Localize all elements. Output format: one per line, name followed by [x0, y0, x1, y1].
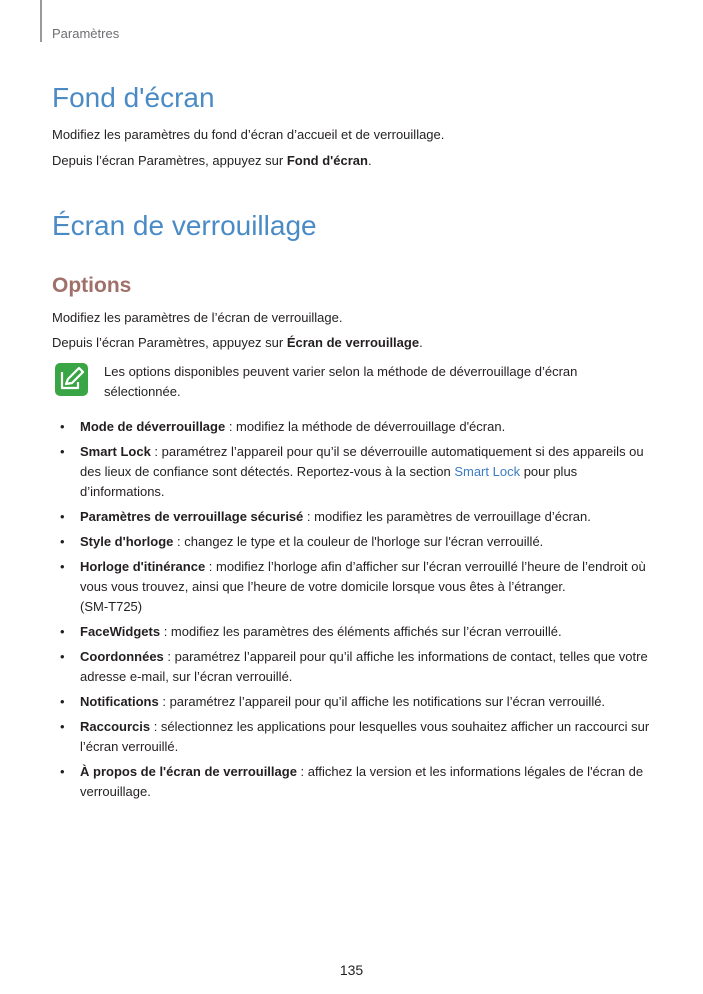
option-description: : sélectionnez les applications pour lesquelles vous souhaitez afficher un raccourci sur l’écran verrouillé. — [80, 719, 650, 754]
lockscreen-description: Modifiez les paramètres de l’écran de verrouillage. — [52, 310, 343, 325]
option-item — [60, 507, 660, 527]
note-text: Les options disponibles peuvent varier selon la méthode de déverrouillage d’écran sélectionnée. — [104, 364, 578, 399]
option-item — [60, 532, 660, 552]
option-term: Style d'horloge — [80, 534, 174, 549]
running-header: Paramètres — [52, 26, 120, 41]
wallpaper-menu-label: Fond d'écran — [286, 153, 368, 168]
page-number: 135 — [339, 962, 364, 978]
option-term: Coordonnées — [80, 649, 164, 664]
bullet-icon: • — [60, 764, 65, 779]
option-description: : modifiez l’horloge afin d’afficher sur l’écran verrouillé l’heure de l’endroit où vous vous trouvez, ainsi que l’heure de votre domicile lorsque vous êtes à l’étranger. — [80, 559, 646, 594]
option-item — [60, 717, 660, 757]
option-item — [60, 622, 660, 642]
bullet-icon: • — [60, 444, 65, 459]
option-item — [60, 417, 660, 437]
option-description: : modifiez la méthode de déverrouillage d'écran. — [225, 419, 506, 434]
option-term: Notifications — [80, 694, 159, 709]
option-item — [60, 692, 660, 712]
option-term: Mode de déverrouillage — [80, 419, 226, 434]
bullet-icon: • — [60, 649, 65, 664]
option-item — [60, 557, 660, 617]
bullet-icon: • — [60, 559, 65, 574]
note-pen-icon — [55, 363, 88, 396]
section-title-wallpaper: Fond d'écran — [52, 82, 215, 113]
lockscreen-menu-label: Écran de verrouillage — [286, 335, 420, 350]
header-rule — [40, 0, 42, 42]
option-description: : paramétrez l’appareil pour qu’il se déverrouille automatiquement si des appareils ou des lieux de confiance sont détectés. Reportez-vous à la section — [80, 444, 644, 479]
lockscreen-instruction: Depuis l’écran Paramètres, appuyez sur Écran de verrouillage. — [52, 335, 423, 350]
option-item — [60, 762, 660, 802]
option-description: : paramétrez l’appareil pour qu’il affiche les informations de contact, telles que votre adresse e-mail, sur l’écran verrouillé. — [80, 649, 648, 684]
subsection-title-options: Options — [52, 274, 132, 297]
options-list — [60, 417, 660, 807]
option-term: Paramètres de verrouillage sécurisé — [80, 509, 304, 524]
bullet-icon: • — [60, 694, 65, 709]
section-title-lockscreen: Écran de verrouillage — [52, 210, 317, 241]
option-item — [60, 647, 660, 687]
bullet-icon: • — [60, 419, 65, 434]
smart-lock-link[interactable]: Smart Lock — [454, 464, 521, 479]
option-description: : paramétrez l’appareil pour qu’il affiche les notifications sur l’écran verrouillé. — [158, 694, 606, 709]
option-term: Raccourcis — [80, 719, 151, 734]
bullet-icon: • — [60, 624, 65, 639]
wallpaper-description: Modifiez les paramètres du fond d’écran d’accueil et de verrouillage. — [52, 127, 445, 142]
bullet-icon: • — [60, 719, 65, 734]
bullet-icon: • — [60, 534, 65, 549]
option-description: : modifiez les paramètres des éléments affichés sur l’écran verrouillé. — [160, 624, 562, 639]
option-term: FaceWidgets — [80, 624, 161, 639]
option-description: : modifiez les paramètres de verrouillage d’écran. — [303, 509, 591, 524]
option-term: Horloge d'itinérance — [80, 559, 206, 574]
option-description: : changez le type et la couleur de l'horloge sur l'écran verrouillé. — [173, 534, 544, 549]
model-note: (SM-T725) — [80, 599, 143, 614]
option-term: Smart Lock — [80, 444, 151, 459]
option-description-tail: pour plus d’informations. — [80, 464, 578, 499]
bullet-icon: • — [60, 509, 65, 524]
option-description: : affichez la version et les informations légales de l'écran de verrouillage. — [80, 764, 644, 799]
wallpaper-instruction: Depuis l’écran Paramètres, appuyez sur Fond d'écran. — [52, 153, 372, 168]
option-item — [60, 442, 660, 502]
option-term: À propos de l'écran de verrouillage — [80, 764, 297, 779]
